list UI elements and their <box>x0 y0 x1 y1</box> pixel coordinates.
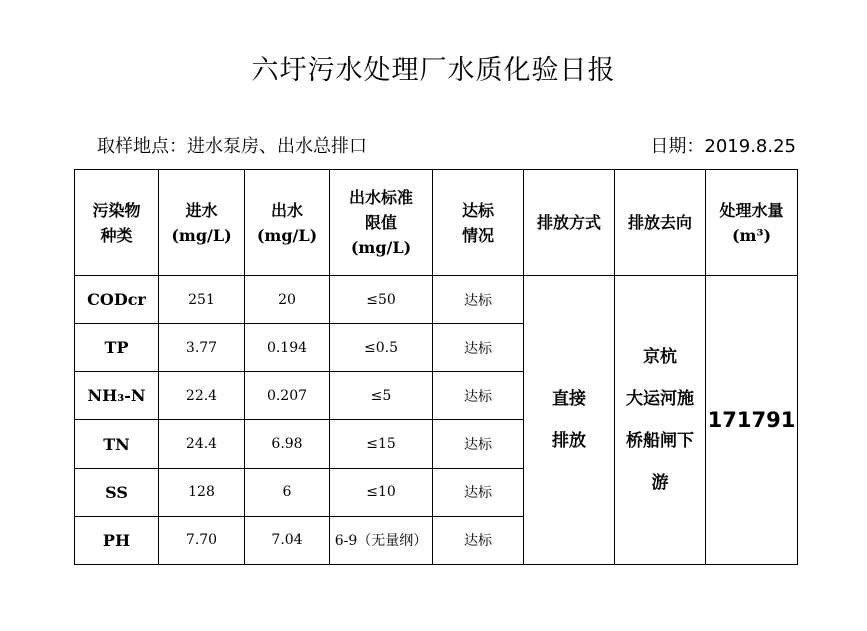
standard-cell: ≤5 <box>330 372 433 420</box>
outflow-cell: 0.194 <box>245 324 330 372</box>
pollutant-cell: PH <box>75 516 159 564</box>
standard-cell: ≤0.5 <box>330 324 433 372</box>
table-row <box>75 276 798 324</box>
standard-cell: ≤10 <box>330 468 433 516</box>
standard-cell: 6-9（无量纲） <box>330 516 433 564</box>
header-discharge-method: 排放方式 <box>524 170 615 276</box>
status-cell: 达标 <box>433 516 524 564</box>
header-treatment-volume: 处理水量 (m³) <box>706 170 798 276</box>
treatment-volume-cell: 171791 <box>706 276 798 565</box>
status-cell: 达标 <box>433 468 524 516</box>
status-cell: 达标 <box>433 324 524 372</box>
water-quality-table <box>74 169 798 565</box>
header-outflow: 出水 (mg/L) <box>245 170 330 276</box>
outflow-cell: 6.98 <box>245 420 330 468</box>
outflow-cell: 6 <box>245 468 330 516</box>
header-pollutant: 污染物 种类 <box>75 170 159 276</box>
inflow-cell: 3.77 <box>159 324 245 372</box>
inflow-cell: 128 <box>159 468 245 516</box>
pollutant-cell: SS <box>75 468 159 516</box>
pollutant-cell: CODcr <box>75 276 159 324</box>
header-compliance: 达标 情况 <box>433 170 524 276</box>
pollutant-cell: TP <box>75 324 159 372</box>
header-standard: 出水标准 限值 (mg/L) <box>330 170 433 276</box>
discharge-destination-cell: 京杭 大运河施 桥船闸下 游 <box>615 276 706 565</box>
report-date: 日期：2019.8.25 <box>650 136 796 157</box>
pollutant-cell: TN <box>75 420 159 468</box>
outflow-cell: 7.04 <box>245 516 330 564</box>
inflow-cell: 251 <box>159 276 245 324</box>
outflow-cell: 20 <box>245 276 330 324</box>
outflow-cell: 0.207 <box>245 372 330 420</box>
status-cell: 达标 <box>433 276 524 324</box>
report-title: 六圩污水处理厂水质化验日报 <box>251 55 616 86</box>
inflow-cell: 24.4 <box>159 420 245 468</box>
inflow-cell: 22.4 <box>159 372 245 420</box>
discharge-method-cell: 直接 排放 <box>524 276 615 565</box>
header-row <box>75 170 798 276</box>
standard-cell: ≤50 <box>330 276 433 324</box>
inflow-cell: 7.70 <box>159 516 245 564</box>
status-cell: 达标 <box>433 372 524 420</box>
status-cell: 达标 <box>433 420 524 468</box>
standard-cell: ≤15 <box>330 420 433 468</box>
pollutant-cell: NH₃-N <box>75 372 159 420</box>
header-inflow: 进水 (mg/L) <box>159 170 245 276</box>
sampling-location: 取样地点：进水泵房、出水总排口 <box>97 136 367 157</box>
header-discharge-destination: 排放去向 <box>615 170 706 276</box>
